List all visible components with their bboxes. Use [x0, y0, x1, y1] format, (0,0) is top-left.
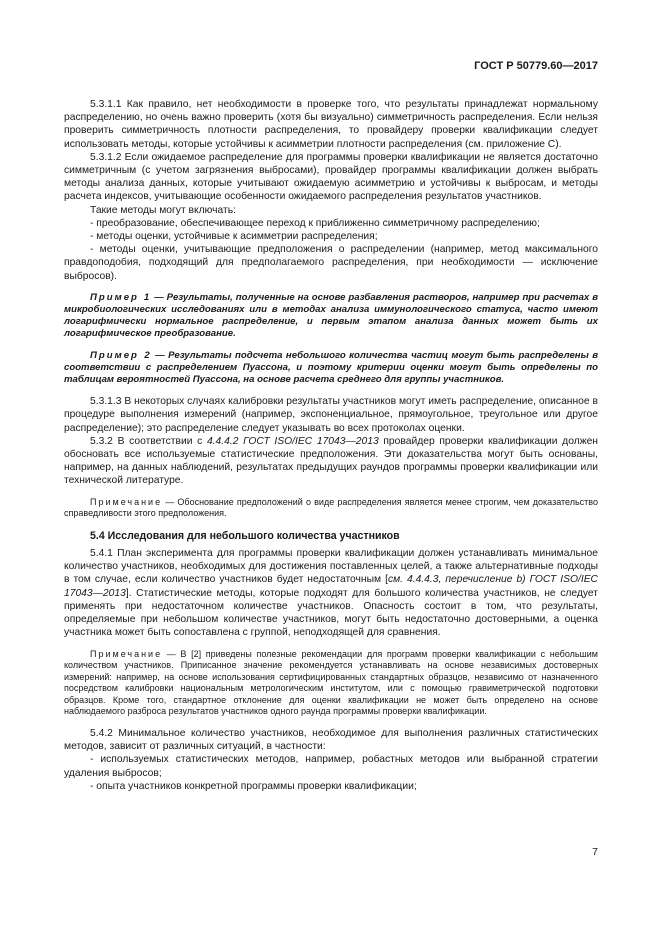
example-2-label: Пример 2 [90, 349, 152, 361]
paragraph-5-4-2: 5.4.2 Минимальное количество участников, необходимое для выполнения различных статистических методов, зависит от различных ситуаций, в частности: [64, 728, 598, 753]
paragraph-5-4-1-lead: 5.4.1 План эксперимента для программы проверки квалификации должен устанавливать минимальное количество участников, необходимых для достижения поставленных целей, а также альтернативные подходы в том случае, если количество участников будет недостаточным [ [64, 548, 598, 586]
note-2-label: Примечание [90, 648, 163, 659]
paragraph-5-3-2-rest: провайдер проверки квалификации должен обосновать все используемые статистические предположения. Эти доказательства могут быть основаны, например, на данных наблюдений, результатах предыдущих раундов программы проверки квалификации или технической литературе. [64, 435, 598, 487]
section-heading-5-4: 5.4 Исследования для небольшого количества участников [90, 529, 400, 542]
methods-list-item: - преобразование, обеспечивающее переход к приближенно симметричному распределению; [90, 217, 540, 229]
note-2 [64, 649, 598, 719]
paragraph-5-3-2 [64, 435, 598, 488]
standard-reference: 4.4.4.2 ГОСТ ISO/IEC 17043—2013 [206, 435, 379, 447]
page-number: 7 [592, 846, 598, 858]
example-1-label: Пример 1 [90, 291, 152, 303]
paragraph-5-4-1 [64, 547, 598, 639]
paragraph-5-3-1-1: 5.3.1.1 Как правило, нет необходимости в проверке того, что результаты принадлежат нормальному распределению, но очень важно проверить (хотя бы визуально) симметричность распределения. Если нельзя проверить симметричность плотности распределения, то провайдеру проверки квалификации следует использовать методы, которые устойчивы к асимметрии плотности распределения (см. приложение С). [64, 99, 598, 150]
paragraph-5-4-1-rest: ]. Статистические методы, которые подходят для большого количества участников, не следует применять при недостаточном количестве участников. Опасность состоит в том, что результаты, определяемые при небольшом количестве участников, могут быть недостаточно достоверными, а оценка участника может быть сопоставлена с группой, неподходящей для сравнения. [64, 587, 598, 639]
paragraph-5-3-2-lead: 5.3.2 В соответствии с [90, 435, 207, 447]
example-2-text: — Результаты подсчета небольшого количества частиц могут быть распределены в соответствии с распределением Пуассона, и поэтому критерии оценки могут быть определены по таблицам вероятностей Пуассона, на основе расчета среднего для группы участников. [64, 349, 598, 386]
paragraph-5-3-1-2: 5.3.1.2 Если ожидаемое распределение для программы проверки квалификации не является достаточно симметричным (с учетом загрязнения выбросами), провайдер программы квалификации должен выбрать методы анализа данных, которые учитывают ожидаемую асимметрию и устойчивы к выбросам, и методы расчета индексов, учитывающие особенности ожидаемого распределения результатов участников. [64, 151, 598, 203]
note-1 [64, 497, 598, 520]
standard-reference: см. 4.4.4.3, перечисление b) ГОСТ ISO/IEC 17043—2013 [64, 574, 598, 599]
example-1 [64, 292, 598, 341]
methods-list-item: - методы оценки, учитывающие предположения о распределении (например, метод максимального правдоподобия, подходящий для предполагаемого распределения, при необходимости — исключение выбросов). [64, 244, 598, 282]
note-2-text: — В [2] приведены полезные рекомендации для программ проверки квалификации с небольшим количеством участников. Приписанное значение рекомендуется устанавливать на основе независимых достоверных измерений: например, на основе использования сертифицированных стандартных образцов, независимо от назначенного посредством калибровки национальным метрологическим институтом, или с помощью гравиметрической подготовки образцов. Кроме того, стандартное отклонение для оценки квалификации не может быть определено на основе наблюдаемого разброса результатов участников одного раунда программы проверки квалификации. [64, 648, 598, 717]
methods-list-item: - методы оценки, устойчивые к асимметрии распределения; [90, 231, 378, 243]
methods-intro: Такие методы могут включать: [90, 204, 236, 216]
note-1-text: — Обоснование предположений о виде распределения является менее строгим, чем доказательство справедливости этого предположения. [64, 496, 598, 519]
example-1-text: — Результаты, полученные на основе разбавления растворов, например при расчетах в микробиологических исследованиях или в методах анализа иммунологического статуса, часто имеют логарифмически нормальное распределение, и первым этапом анализа данных может быть их логарифмическое преобразование. [64, 291, 599, 340]
list-item: - используемых статистических методов, например, робастных методов или выбранной стратегии удаления выбросов; [64, 754, 598, 779]
document-body [64, 98, 598, 793]
paragraph-5-3-1-3: 5.3.1.3 В некоторых случаях калибровки результаты участников могут иметь распределение, описанное в процедуре выполнения измерений (например, экспоненциальное, прямоугольное, треугольное или другое распределение); это распределение следует указывать во всех протоколах оценки. [64, 396, 598, 434]
example-2 [64, 350, 598, 387]
note-1-label: Примечание [90, 496, 163, 507]
list-item: - опыта участников конкретной программы проверки квалификации; [90, 780, 417, 792]
document-id-header: ГОСТ Р 50779.60—2017 [474, 60, 598, 72]
